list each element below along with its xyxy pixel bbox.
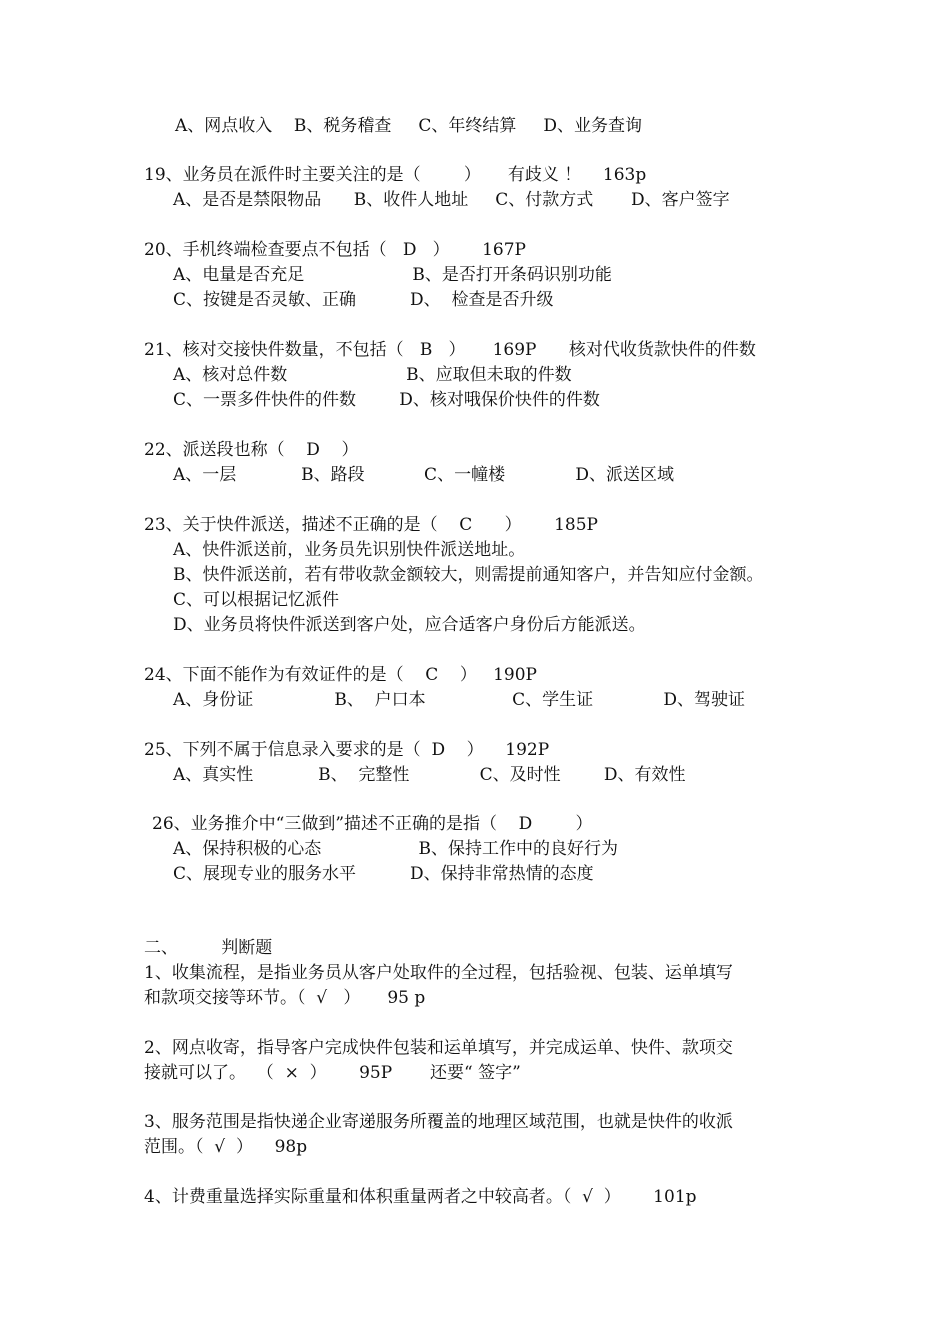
q21-question: 21、核对交接快件数量，不包括（ B ） 169P 核对代收货款快件的件数 [144, 340, 756, 360]
section-heading: 二、 判断题 [144, 938, 273, 958]
tf1-line-1: 1、收集流程，是指业务员从客户处取件的全过程，包括验视、包装、运单填写 [144, 963, 733, 983]
q20-options-1: A、电量是否充足 B、是否打开条码识别功能 [173, 265, 612, 285]
tf3-line-1: 3、服务范围是指快递企业寄递服务所覆盖的地理区域范围，也就是快件的收派 [144, 1112, 733, 1132]
q26-options-1: A、保持积极的心态 B、保持工作中的良好行为 [173, 839, 619, 859]
q24-options: A、身份证 B、 户口本 C、学生证 D、驾驶证 [173, 690, 745, 710]
q19-options: A、是否是禁限物品 B、收件人地址 C、付款方式 D、客户签字 [173, 190, 730, 210]
q24-question: 24、下面不能作为有效证件的是（ C ） 190P [144, 665, 537, 685]
tf2-line-1: 2、网点收寄，指导客户完成快件包装和运单填写，并完成运单、快件、款项交 [144, 1038, 733, 1058]
q23-option-a: A、快件派送前，业务员先识别快件派送地址。 [173, 540, 526, 560]
q23-question: 23、关于快件派送，描述不正确的是（ C ） 185P [144, 515, 598, 535]
q23-option-c: C、可以根据记忆派件 [173, 590, 340, 610]
q25-question: 25、下列不属于信息录入要求的是（ D ） 192P [144, 740, 550, 760]
q19-question: 19、业务员在派件时主要关注的是（ ） 有歧义 ！ 163p [144, 165, 647, 185]
q23-option-b: B、快件派送前，若有带收款金额较大，则需提前通知客户，并告知应付金额。 [173, 565, 764, 585]
q21-options-1: A、核对总件数 B、应取但未取的件数 [173, 365, 572, 385]
tf3-line-2: 范围。（ √ ） 98p [144, 1137, 308, 1157]
q20-question: 20、手机终端检查要点不包括（ D ） 167P [144, 240, 526, 260]
q20-options-2: C、按键是否灵敏、正确 D、 检查是否升级 [173, 290, 554, 310]
q26-question: 26、业务推介中“三做到”描述不正确的是指（ D ） [152, 814, 593, 834]
q23-option-d: D、业务员将快件派送到客户处，应合适客户身份后方能派送。 [173, 615, 646, 635]
q26-options-2: C、展现专业的服务水平 D、保持非常热情的态度 [173, 864, 594, 884]
tf1-line-2: 和款项交接等环节。（ √ ） 95 p [144, 988, 426, 1008]
q25-options: A、真实性 B、 完整性 C、及时性 D、有效性 [173, 765, 686, 785]
tf2-line-2: 接就可以了。 （ × ） 95P 还要“ 签字” [144, 1063, 521, 1083]
q22-options: A、一层 B、路段 C、一幢楼 D、派送区域 [173, 465, 674, 485]
q21-options-2: C、一票多件快件的件数 D、核对哦保价快件的件数 [173, 390, 600, 410]
tf4-line: 4、计费重量选择实际重量和体积重量两者之中较高者。（ √ ） 101p [144, 1187, 697, 1207]
q18-options: A、网点收入 B、税务稽查 C、年终结算 D、业务查询 [175, 116, 643, 136]
q22-question: 22、派送段也称（ D ） [144, 440, 359, 460]
